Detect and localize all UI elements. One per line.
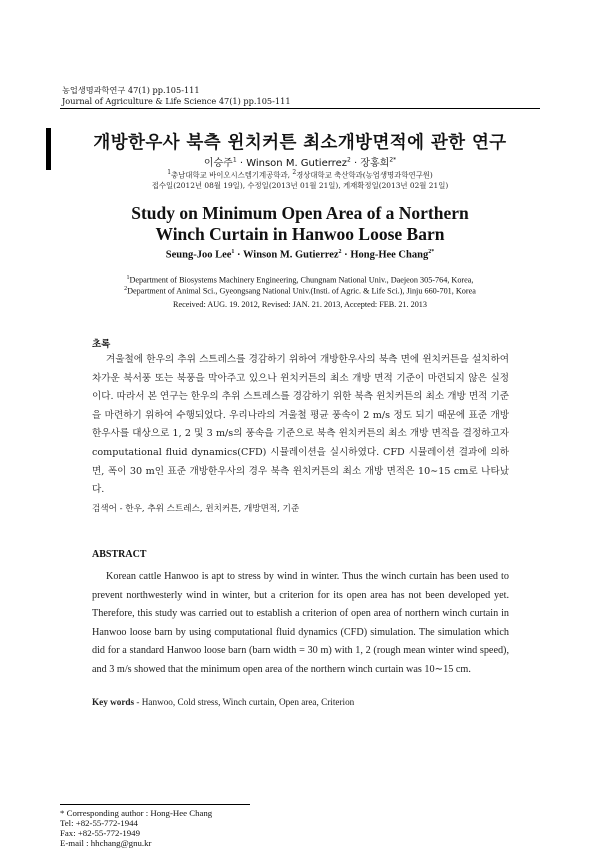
authors-ko: 이승주$^1$ · Winson M. Gutierrez$^2$ · 장홍희$^{2*}$ — [203, 156, 397, 169]
affiliation-en-2: $^2$Department of Animal Sci., Gyeongsang National Univ.(Insti. of Agric. & Life Sci.), Jinju 660-701, Korea — [124, 286, 476, 296]
dates-en: Received: AUG. 19. 2012, Revised: JAN. 21. 2013, Accepted: FEB. 21. 2013 — [172, 300, 427, 309]
footnote-email: E-mail : hhchang@gnu.kr — [60, 838, 152, 848]
abstract-ko-text: 겨울철에 한우의 추위 스트레스를 경감하기 위하여 개방한우사의 북측 면에 윈치커튼을 설치하여 차가운 북서풍 또는 북풍을 막아주고 있으나 윈치커튼의 최소 개방 면적 기준이 마련되지 않은 실정이다. 따라서 본 연구는 한우의 추위 스트레스를 경감하기 위한 북측 윈치커튼의 최소 개방 면적 기준을 마련하기 위하여 수행되었다. 우리나라의 겨울철 평균 풍속이 2 m/s 정도 되기 때문에 표준 개방한우사를 대상으로 1, 2 및 3 m/s의 풍속을 기준으로 북측 윈치커튼의 최소 개방 면적을 결정하고자 computational fluid dynamics(CFD) 시뮬레이션을 실시하였다. CFD 시뮬레이션 결과에 의하면, 폭이 30 m인 표준 개방한우사의 경우 북측 윈치커튼의 최소 개방 면적은 10∼15 cm로 나타났다. — [92, 354, 509, 496]
abstract-en-text: Korean cattle Hanwoo is apt to stress by wind in winter. Thus the winch curtain has been used to prevent northwesterly wind in winter, but a criterion for its open area has not been developed yet. Therefore, this study was carried out to establish a criterion of open area of northern winch curtain in Hanwoo loose barn by using computational fluid dynamics (CFD) simulation. The simulation which did for a standard Hanwoo loose barn (barn width = 30 m) with 1, 2 (rough mean winter wind speed), and 3 m/s showed that the minimum open area of the northern winch curtain was 10∼15 cm. — [92, 571, 509, 675]
author-3-en: Hong-Hee Chang — [350, 249, 429, 261]
keywords-ko: 검색어 - 한우, 추위 스트레스, 윈치커튼, 개방면적, 기준 — [92, 504, 300, 514]
header-rule — [60, 108, 540, 109]
footnote-fax: Fax: +82-55-772-1949 — [60, 828, 140, 838]
affiliation-en-1: $^1$Department of Biosystems Machinery Engineering, Chungnam National Univ., Daejeon 305-764, Korea, — [126, 275, 474, 285]
footnote-rule — [60, 804, 250, 805]
author-1-ko: 이승주 — [203, 158, 233, 169]
corresponding-author: * Corresponding author : Hong-Hee Chang — [60, 808, 213, 818]
author-2-en: Winson M. Gutierrez — [242, 249, 339, 261]
footnote-tel: Tel: +82-55-772-1944 — [60, 818, 138, 828]
affiliation-ko: $^1$충남대학교 바이오시스템기계공학과, $^2$경상대학교 축산학과(농업생명과학연구원) — [167, 169, 433, 180]
keywords-en: Key words - Hanwoo, Cold stress, Winch curtain, Open area, Criterion — [92, 697, 355, 707]
keywords-en-label: Key words — [92, 697, 135, 707]
journal-name-ko: 농업생명과학연구 47(1) pp.105-111 — [62, 85, 200, 95]
author-1-en: Seung-Joo Lee — [165, 249, 232, 261]
author-2-ko: Winson M. Gutierrez — [246, 158, 347, 169]
abstract-ko-heading: 초록 — [92, 339, 111, 350]
author-3-ko: 장홍희 — [360, 158, 390, 169]
abstract-en-heading: ABSTRACT — [92, 549, 147, 560]
title-ko: 개방한우사 북측 윈치커튼 최소개방면적에 관한 연구 — [93, 133, 507, 153]
dates-ko: 접수일(2012년 08월 19일), 수정일(2013년 01월 21일), 게재확정일(2013년 02월 21일) — [151, 181, 449, 190]
authors-en: Seung-Joo Lee$^1$ · Winson M. Gutierrez$^2$ · Hong-Hee Chang$^{2*}$ — [165, 249, 435, 261]
journal-name-en: Journal of Agriculture & Life Science 47(1) pp.105-111 — [62, 96, 291, 106]
title-en: Study on Minimum Open Area of a Northern Winch Curtain in Hanwoo Loose Barn — [131, 203, 469, 244]
